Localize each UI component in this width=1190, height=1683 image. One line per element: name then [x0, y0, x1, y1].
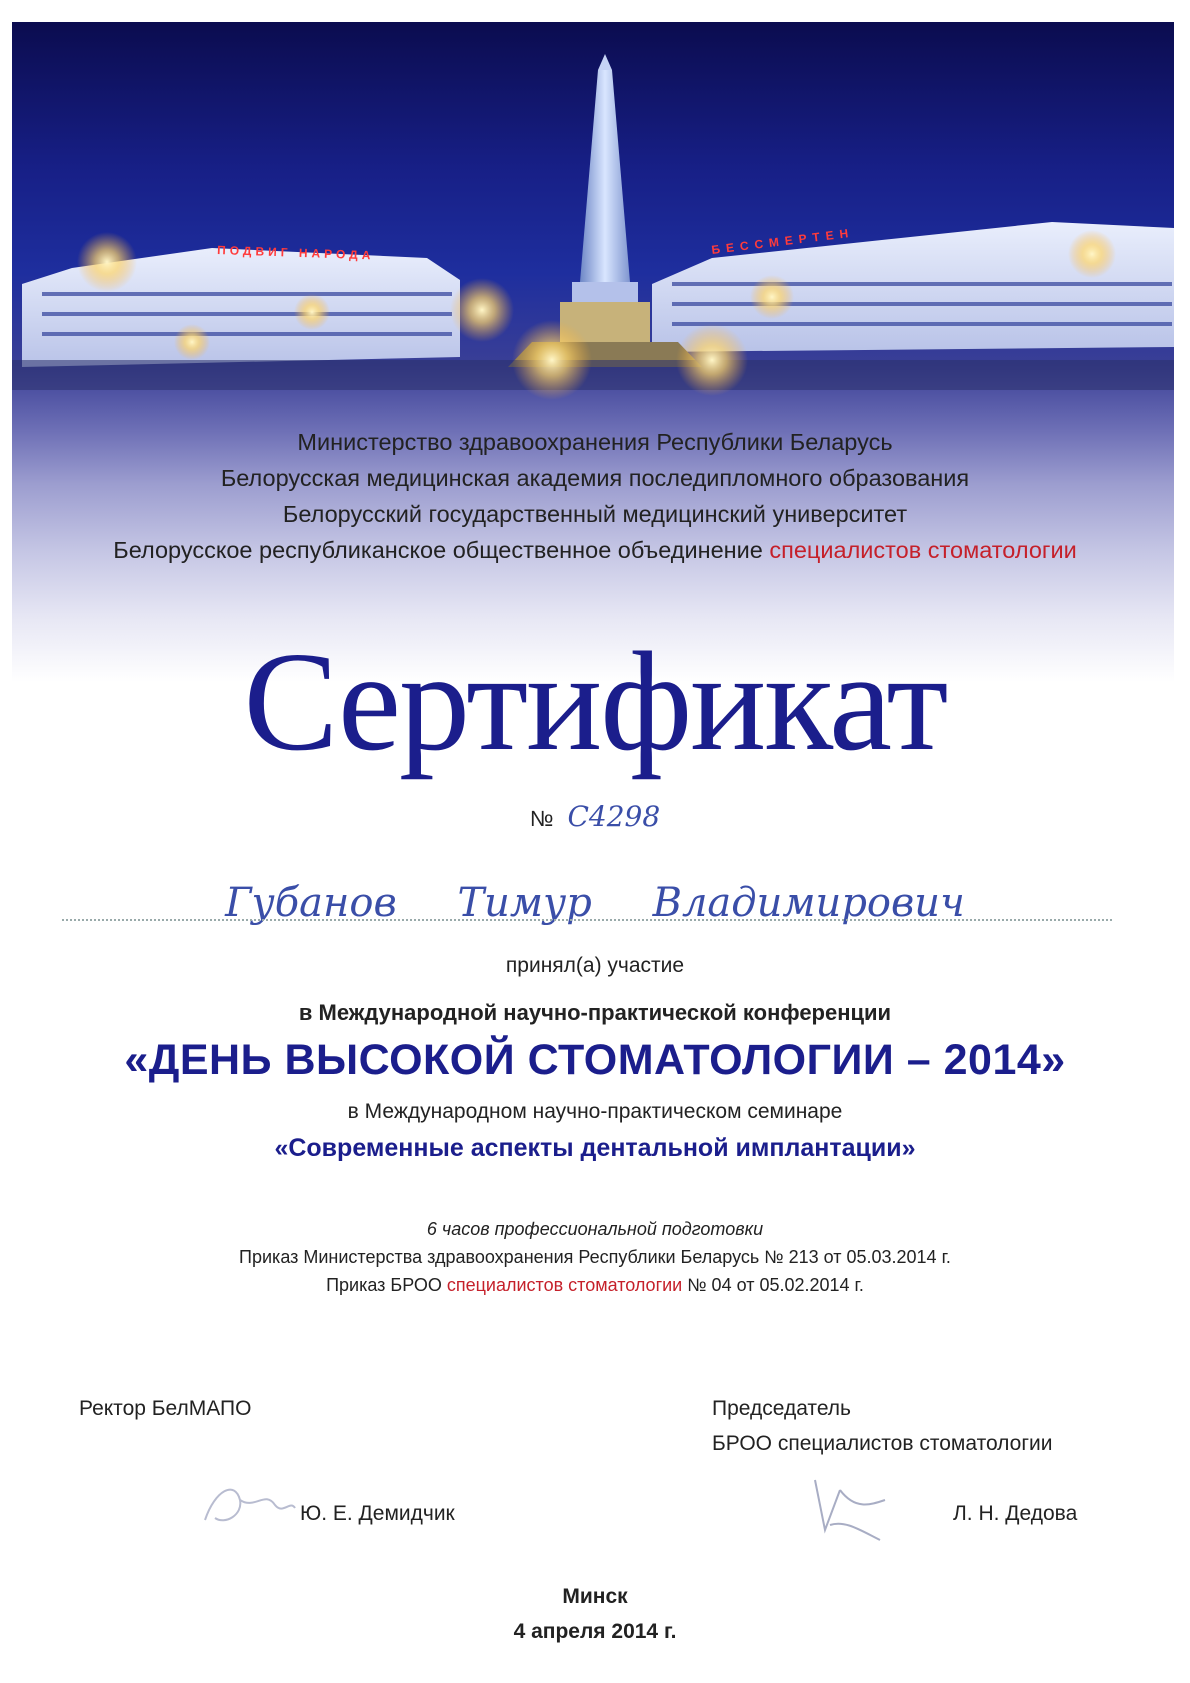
sign-left: ПОДВИГ НАРОДА — [216, 243, 375, 263]
recipient-name: Губанов Тимур Владимирович — [225, 880, 965, 926]
ministry-order: Приказ Министерства здравоохранения Республики Беларусь № 213 от 05.03.2014 г. — [239, 1247, 951, 1267]
right-signature-mark — [800, 1470, 900, 1550]
org-association-prefix: Белорусское республиканское общественное объединение — [113, 537, 770, 563]
header-photo — [12, 22, 1174, 682]
order2-suffix: № 04 от 05.02.2014 г. — [682, 1275, 864, 1295]
sign-right: БЕССМЕРТЕН — [710, 225, 855, 257]
conference-title: «ДЕНЬ ВЫСОКОЙ СТОМАТОЛОГИИ – 2014» — [124, 1036, 1066, 1084]
right-signatory-org: БРОО специалистов стоматологии — [712, 1432, 1053, 1455]
org-association — [0, 532, 1190, 568]
association-order — [0, 1275, 1190, 1296]
name-dotted-line — [62, 919, 1112, 921]
number-label: № — [529, 806, 554, 831]
obelisk — [580, 70, 630, 282]
left-signatory-title: Ректор БелМАПО — [79, 1397, 252, 1420]
right-signatory-title: Председатель — [712, 1397, 851, 1420]
org-academy: Белорусская медицинская академия последипломного образования — [220, 465, 970, 491]
conference-intro: в Международной научно-практической конференции — [298, 1000, 892, 1025]
certificate-number-row — [0, 800, 1190, 833]
order2-highlight: специалистов стоматологии — [446, 1275, 683, 1295]
certificate-title: Сертификат — [243, 622, 947, 780]
seminar-intro: в Международном научно-практическом семинаре — [347, 1100, 843, 1123]
organizations — [0, 424, 1190, 568]
org-university: Белорусский государственный медицинский университет — [282, 501, 908, 527]
org-ministry: Министерство здравоохранения Республики Беларусь — [297, 429, 893, 455]
certificate-number: С4298 — [567, 800, 661, 833]
took-part-text: принял(а) участие — [505, 954, 685, 977]
seminar-title: «Современные аспекты дентальной имплантации» — [274, 1134, 916, 1162]
victory-square-illustration — [12, 22, 1174, 682]
hours-text: 6 часов профессиональной подготовки — [426, 1219, 764, 1239]
left-signatory-name: Ю. Е. Демидчик — [300, 1502, 455, 1525]
left-signature-mark — [195, 1470, 305, 1540]
right-signatory-name: Л. Н. Дедова — [953, 1502, 1078, 1525]
city: Минск — [562, 1585, 628, 1608]
issue-date: 4 апреля 2014 г. — [513, 1620, 677, 1643]
org-association-highlight: специалистов стоматологии — [769, 537, 1077, 563]
order2-prefix: Приказ БРОО — [326, 1275, 447, 1295]
